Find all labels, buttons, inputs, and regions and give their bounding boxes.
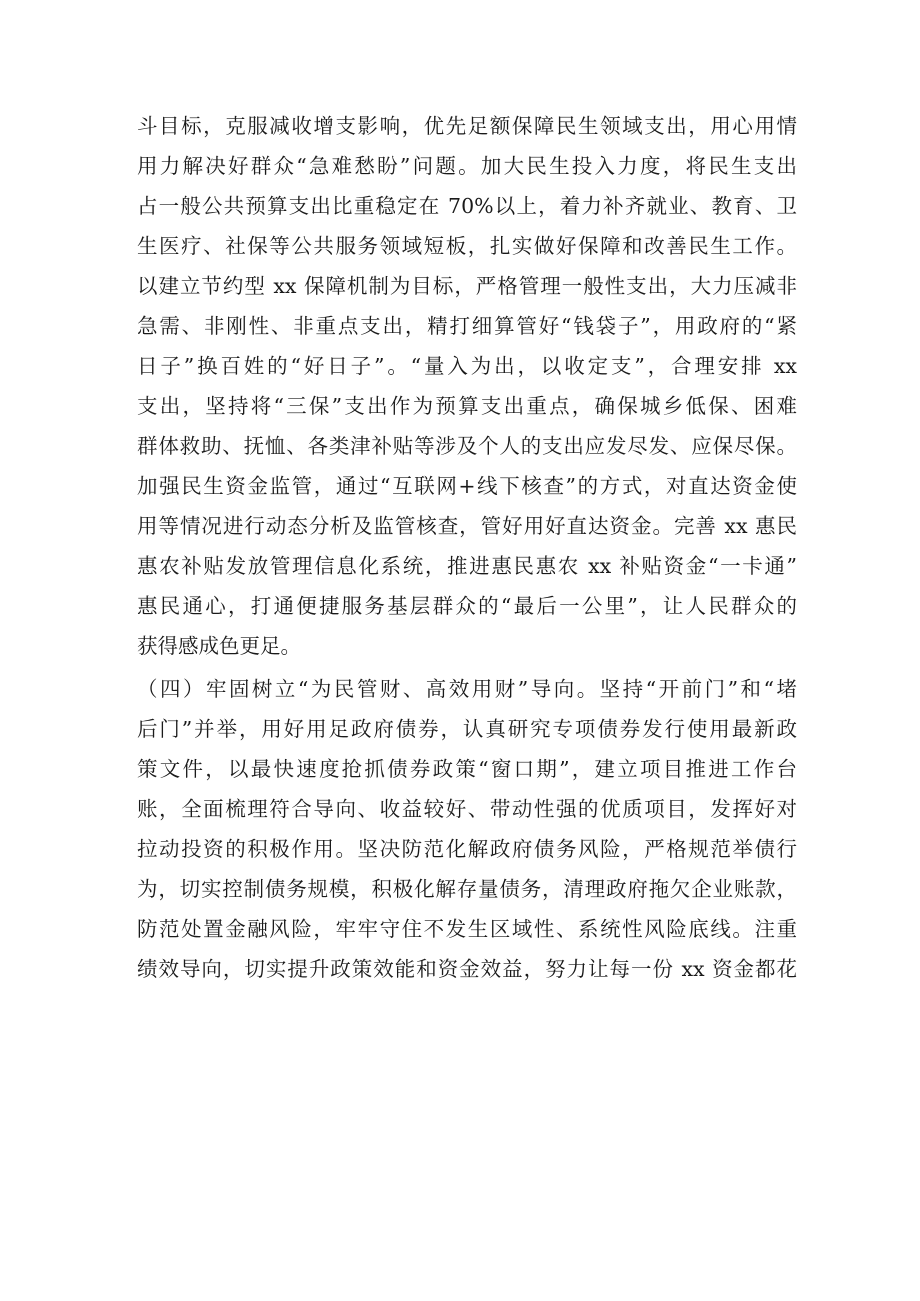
text-line: 支出，坚持将“三保”支出作为预算支出重点，确保城乡低保、困难 — [137, 394, 797, 418]
text-line: 防范处置金融风险，牢牢守住不发生区域性、系统性风险底线。注重 — [137, 917, 797, 941]
text-line: 用等情况进行动态分析及监管核查，管好用好直达资金。完善 xx 惠民 — [137, 514, 797, 538]
text-line: 日子”换百姓的“好日子”。“量入为出，以收定支”，合理安排 xx — [137, 354, 797, 378]
paragraph-end-line: 获得感成色更足。 — [137, 634, 301, 658]
text-line: 后门”并举，用好用足政府债券，认真研究专项债券发行使用最新政 — [137, 717, 797, 741]
text-line: 以建立节约型 xx 保障机制为目标，严格管理一般性支出，大力压减非 — [137, 274, 797, 298]
text-line: 群体救助、抚恤、各类津补贴等涉及个人的支出应发尽发、应保尽保。 — [137, 434, 797, 458]
text-line: 加强民生资金监管，通过“互联网+线下核查”的方式，对直达资金使 — [137, 474, 797, 498]
text-line: 生医疗、社保等公共服务领域短板，扎实做好保障和改善民生工作。 — [137, 234, 797, 258]
text-line: 惠农补贴发放管理信息化系统，推进惠民惠农 xx 补贴资金“一卡通” — [137, 554, 797, 578]
text-line: 策文件，以最快速度抢抓债券政策“窗口期”，建立项目推进工作台 — [137, 757, 797, 781]
section-heading-line: （四）牢固树立“为民管财、高效用财”导向。坚持“开前门”和“堵 — [137, 677, 797, 701]
text-line: 绩效导向，切实提升政策效能和资金效益，努力让每一份 xx 资金都花 — [137, 957, 797, 981]
text-line: 用力解决好群众“急难愁盼”问题。加大民生投入力度，将民生支出 — [137, 154, 797, 178]
text-line: 账，全面梳理符合导向、收益较好、带动性强的优质项目，发挥好对 — [137, 797, 797, 821]
text-line: 急需、非刚性、非重点支出，精打细算管好“钱袋子”，用政府的“紧 — [137, 314, 797, 338]
text-line: 惠民通心，打通便捷服务基层群众的“最后一公里”，让人民群众的 — [137, 594, 797, 618]
text-line: 拉动投资的积极作用。坚决防范化解政府债务风险，严格规范举债行 — [137, 837, 797, 861]
text-line: 斗目标，克服减收增支影响，优先足额保障民生领域支出，用心用情 — [137, 114, 797, 138]
body-text — [137, 106, 797, 989]
text-line: 为，切实控制债务规模，积极化解存量债务，清理政府拖欠企业账款， — [137, 877, 797, 901]
text-line: 占一般公共预算支出比重稳定在 70%以上，着力补齐就业、教育、卫 — [137, 194, 797, 218]
